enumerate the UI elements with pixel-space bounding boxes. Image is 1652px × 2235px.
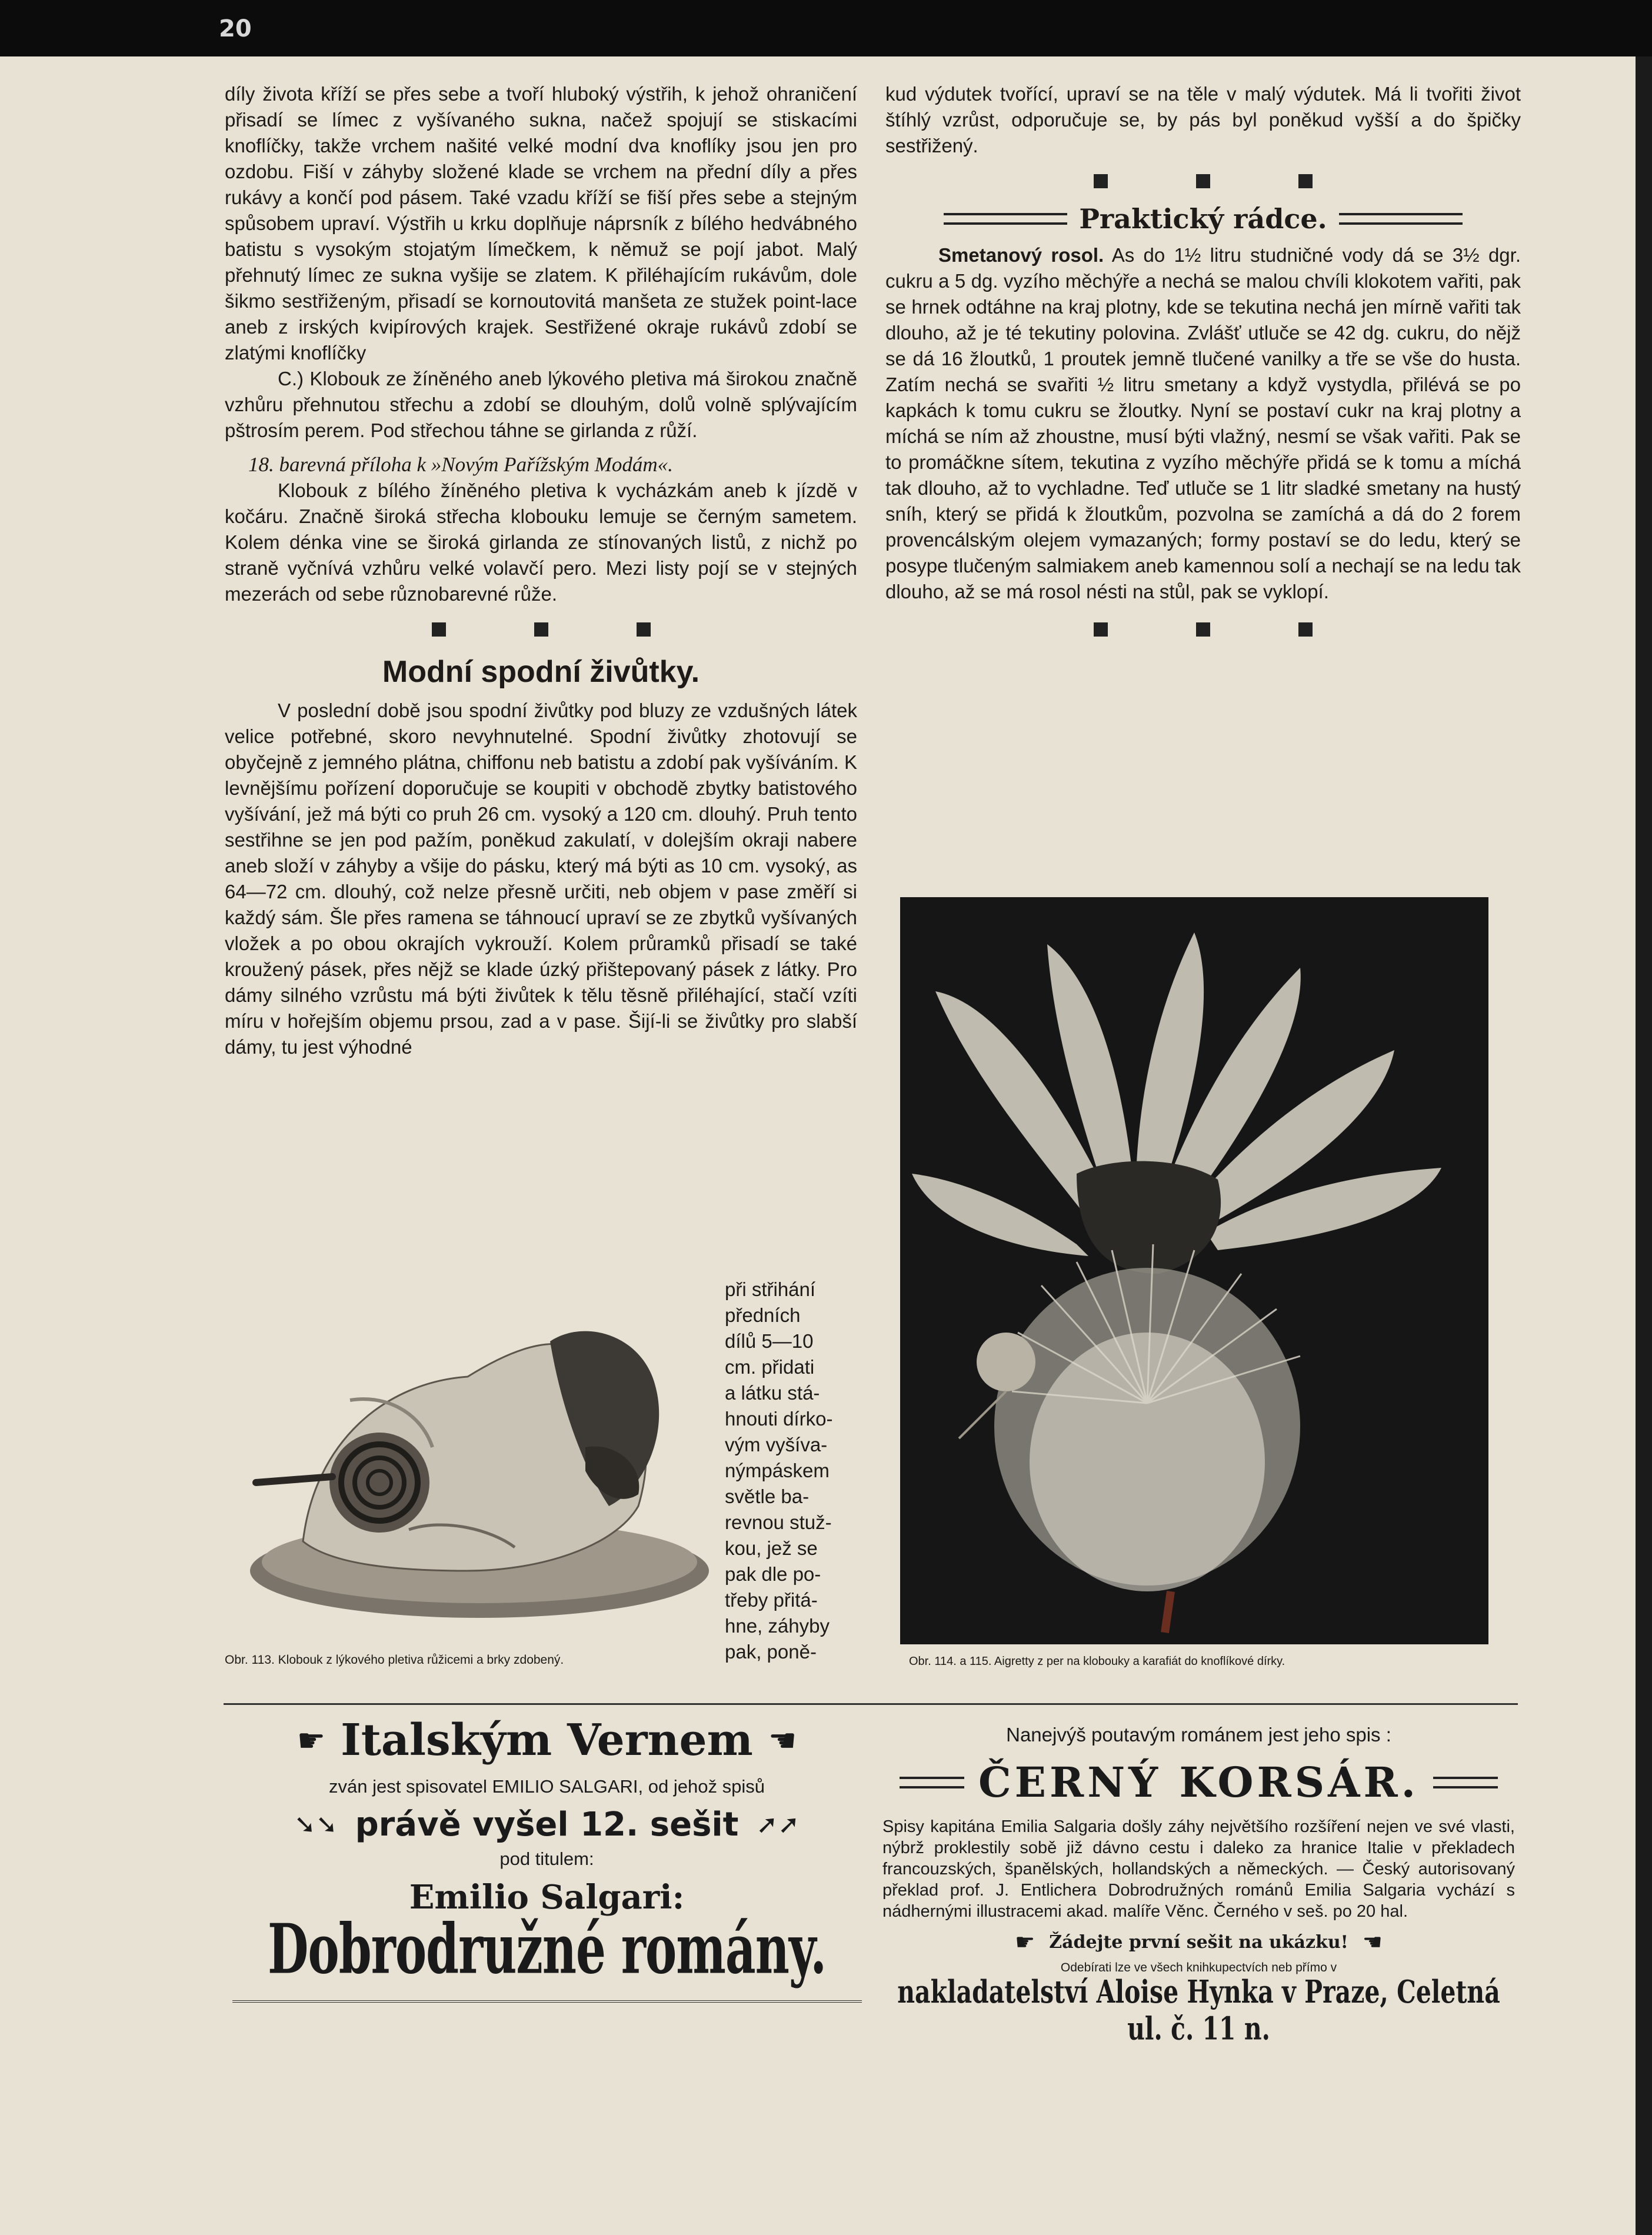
double-rule	[1433, 1777, 1498, 1788]
arrow-ornament-icon: ➘➘	[294, 1810, 338, 1840]
paragraph: V poslední době jsou spodní živůtky pod bluzy ze vzdušných látek velice potřebné, skoro nevyhnutelné. Spodní živůtky zhotovují se obyčejně z jemného plátna, chiffonu neb batistu a zdobí pak vyšíváním. K levnějšímu pořízení doporučuje se koupiti v obchodě zbytky batistového vyšívání, jež má býti co pruh 26 cm. vysoký a 120 cm. dlouhý. Pruh tento sestřihne se jen pod pažím, poněkud zakulatí, v dolejším okraji nabere aneb složí v záhyby a všije do pásku, který má býti as 10 cm. vysoký, as 64—72 cm. dlouhý, což nelze přesně určiti, neb objem v pase změří si každý sám. Šle přes ramena se táhnoucí upraví se ze zbytků vyšívaných vložek a po obou okrajích vykrouží. Kolem průramků přisadí se také kroužený pásek, přes nějž se klade úzký přištepovaný pásek z látky. Pro dámy silného vzrůstu má býti živůtek k tělu těsně přiléhající, stačí vzíti míru v hořejším objemu prsou, zad a v pase. Šijí-li se živůtky pro slabší dámy, tu jest výhodné	[225, 700, 857, 1058]
wrapped-text	[725, 1277, 860, 1665]
ad-publisher: nakladatelství Aloise Hynka v Praze, Celetná ul. č. 11 n.	[897, 1973, 1500, 2047]
wrap-line: cm. přidati	[725, 1356, 815, 1378]
ad-author: Emilio Salgari:	[409, 1878, 685, 1917]
wrap-line: třeby přitá-	[725, 1589, 818, 1611]
pointing-hand-icon: ☚	[768, 1721, 797, 1759]
ad-line: pod titulem:	[499, 1848, 594, 1869]
ad-body: Spisy kapitána Emilia Salgaria došly záhy největšího rozšíření nejen ve své vlasti, nýbrž proklestily sobě již dávno cestu i daleko za hranice Italie v překladech francouzských, španělských, hollandských a německých. — Český autorisovaný překlad prof. J. Entlichera Dobrodružných románů Emilia Salgaria vychází s nádhernými illustracemi akad. malíře Věnc. Černého v seš. po 20 hal.	[882, 1817, 1515, 1921]
wrap-line: předních	[725, 1304, 801, 1326]
wrap-line: pak dle po-	[725, 1563, 821, 1585]
ad-issue: právě vyšel 12. sešit	[355, 1806, 739, 1844]
page-number: 20	[219, 15, 252, 42]
paragraph: C.) Klobouk ze žíněného aneb lýkového pletiva má širokou značně vzhůru přehnutou střechu a zdobí se dlouhým, dolů volně splývajícím pštrosím perem. Pod střechou táhne se girlanda z růží.	[225, 368, 857, 441]
wrap-line: dílů 5—10	[725, 1330, 814, 1352]
color-plate-caption: 18. barevná příloha k »Novým Pařížským Modám«.	[248, 453, 673, 476]
wrap-line: hne, záhyby	[725, 1615, 830, 1637]
section-ornament	[885, 174, 1521, 188]
pointing-hand-icon: ☚	[1362, 1929, 1383, 1955]
ornamental-rule	[232, 2000, 862, 2003]
feather-illustration	[900, 897, 1488, 1644]
advertisement-right	[882, 1724, 1515, 2047]
hat-illustration-figure-113	[232, 1294, 715, 1641]
advertisement-left	[225, 1715, 869, 2003]
ad-cta-row	[882, 1929, 1515, 1955]
ad-title-row	[882, 1758, 1515, 1807]
left-column	[225, 81, 857, 1060]
wrap-line: revnou stuž-	[725, 1511, 832, 1533]
paragraph: díly života kříží se přes sebe a tvoří hluboký výstřih, k jehož ohraničení přisadí se límec z vyšívaného sukna, načež spojují se stiskacími knoflíčky, takže vrchem našité velké modní dva knoflíky jsou jen pro ozdobu. Fiší v záhyby složené klade se vrchem na přední díly a přes rukávy a končí pod pásem. Také vzadu kříží se fiší přes sebe a stejným spůsobem upraví. Výstřih u krku doplňuje náprsník z bílého hedvábného batistu s vysokým stojatým límečkem, k němuž se pojí jabot. Malý přehnutý límec ze sukna vyšije se zlatem. K přiléhajícím rukávům, dole šikmo sestřiženým, přisadí se kornoutovitá manšeta ze stužek point-lace aneb z irských kvipírových krajek. Sestřižené okraje rukávů zdobí se zlatými knoflíčky	[225, 83, 857, 364]
double-rule	[1339, 213, 1463, 225]
section-heading: Modní spodní živůtky.	[382, 655, 700, 689]
wrap-line: kou, jež se	[725, 1537, 818, 1559]
wrap-line: nýmpáskem	[725, 1460, 830, 1481]
recipe-text: As do 1½ litru studničné vody dá se 3½ dgr. cukru a 5 dg. vyzího měchýře a nechá se malou chvíli klokotem vařiti, pak se hrnek odtáhne na kraj plotny, kde se tekutina nechá jen mírně vařiti tak dlouho, až je té tekutiny polovina. Zvlášť utluče se 42 dg. cukru, do nějž se dá 16 žloutků, 1 proutek jemně tlučené vanilky a tře se vše do husta. Zatím nechá se svařiti ½ litru smetany a když vystydla, přilévá se po kapkách k tomu cukru se žloutky. Nyní se postaví cukr na kraj plotny a míchá se ním až zhoustne, musí býti vlažný, nesmí se však vařiti. Pak se to promáčkne sítem, tekutina z vyzího měchýře přidá se k tomu a míchá tak dlouho, až to vychladne. Teď utluče se 1 litr sladké smetany na hustý sníh, který se přidá k žloutkům, pozvolna se zamíchá a dá do 2 forem provencálským olejem vymazaných; formy postaví se do ledu, který se posype tlučeným salmiakem aneb kamennou solí a nechají se na ledu tak dlouho, až se má rosol nésti na stůl, pak se vyklopí.	[885, 244, 1521, 602]
section-heading: Praktický rádce.	[1079, 203, 1327, 235]
aigrette-photo-figure-114-115	[900, 897, 1488, 1644]
right-column	[885, 81, 1521, 654]
ad-line: zván jest spisovatel EMILIO SALGARI, od jehož spisů	[329, 1776, 765, 1797]
ad-title-row	[225, 1715, 869, 1766]
pointing-hand-icon: ☛	[297, 1721, 326, 1759]
wrap-line: při střihání	[725, 1278, 816, 1300]
section-ornament	[885, 622, 1521, 637]
advertisement-divider	[224, 1703, 1518, 1705]
pointing-hand-icon: ☛	[1015, 1929, 1035, 1955]
wrap-line: pak, poně-	[725, 1641, 817, 1663]
double-rule	[944, 213, 1067, 225]
arrow-ornament-icon: ➚➚	[756, 1810, 800, 1840]
recipe-title: Smetanový rosol.	[938, 244, 1104, 266]
wrap-line: světle ba-	[725, 1485, 810, 1507]
figure-caption: Obr. 113. Klobouk z lýkového pletiva růžicemi a brky zdobený.	[225, 1653, 564, 1667]
ad-issue-row	[225, 1806, 869, 1844]
ad-intro: Nanejvýš poutavým románem jest jeho spis :	[1006, 1724, 1391, 1746]
wrap-line: a látku stá-	[725, 1382, 820, 1404]
wrap-line: vým vyšíva-	[725, 1434, 828, 1455]
paragraph: Klobouk z bílého žíněného pletiva k vycházkám aneb k jízdě v kočáru. Značně široká střecha klobouku lemuje se černým sametem. Kolem dénka vine se široká girlanda ze stínovaných listů, z nichž po straně vyčnívá vzhůru velké volavčí pero. Mezi listy pojí se v stejných mezerách od sebe různobarevné růže.	[225, 479, 857, 605]
double-rule	[900, 1777, 964, 1788]
section-heading-row	[885, 203, 1521, 235]
paragraph: kud výdutek tvořící, upraví se na těle v malý výdutek. Má li tvořiti život štíhlý vzrůst, odporučuje se, by pás byl poněkud vyšší a do špičky sestřižený.	[885, 83, 1521, 156]
figure-caption: Obr. 114. a 115. Aigretty z per na klobouky a karafiát do knoflíkové dírky.	[909, 1655, 1285, 1668]
wrap-line: hnouti dírko-	[725, 1408, 833, 1430]
section-ornament	[225, 622, 857, 637]
ad-title: ČERNÝ KORSÁR.	[978, 1758, 1420, 1807]
ad-cta: Žádejte první sešit na ukázku!	[1049, 1931, 1348, 1953]
ad-title: Italským Vernem	[341, 1715, 753, 1766]
scan-right-border	[1636, 56, 1652, 2235]
recipe-paragraph	[885, 242, 1521, 605]
ad-order: Odebírati lze ve všech knihkupectvích neb přímo v	[1060, 1961, 1337, 1974]
ad-series-title: Dobrodružné romány.	[267, 1908, 827, 1990]
